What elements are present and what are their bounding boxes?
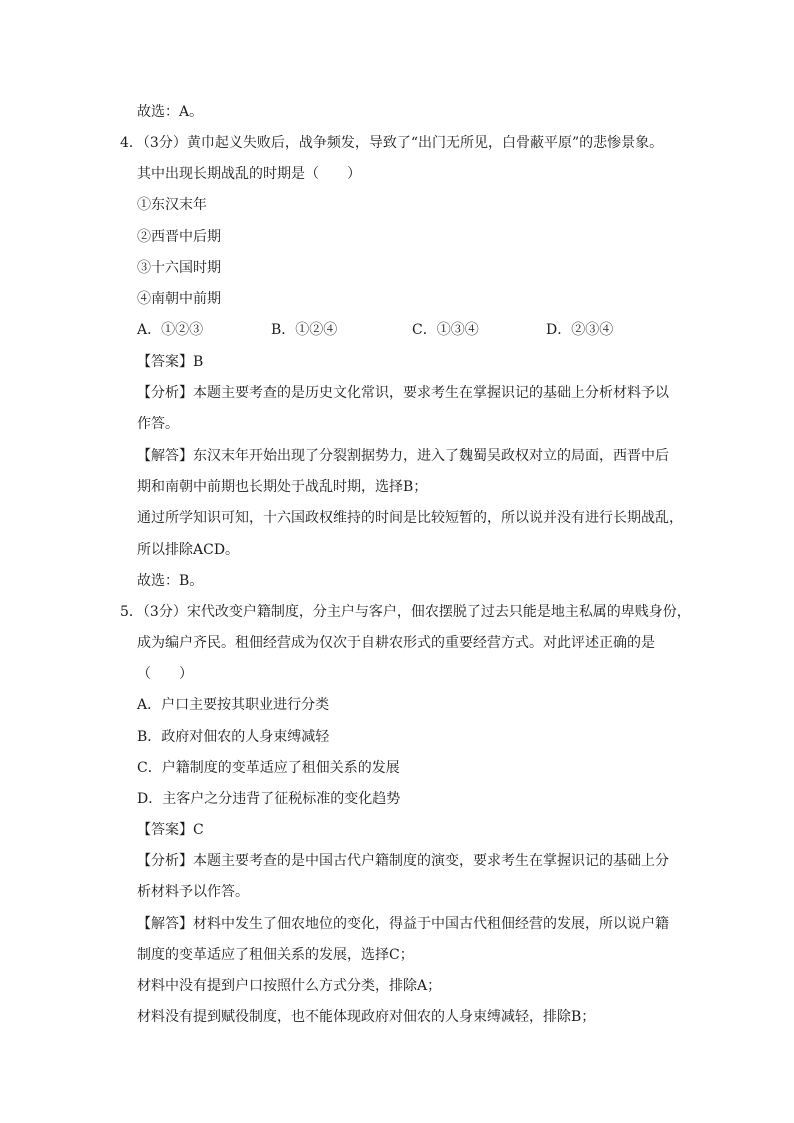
q4-analysis-line-2: 作答。	[137, 416, 179, 432]
q4-item-2: ②西晋中后期	[137, 229, 221, 245]
q4-option-a: A．①②③	[137, 322, 204, 338]
q5-option-c: C．户籍制度的变革适应了租佃关系的发展	[137, 760, 400, 776]
q4-conclusion: 故选：B。	[137, 573, 204, 589]
q5-analysis-line-1: 【分析】本题主要考查的是中国古代户籍制度的演变，要求考生在掌握识记的基础上分	[137, 853, 669, 869]
q4-answer: 【答案】B	[137, 354, 204, 370]
q4-option-c: C．①③④	[412, 322, 479, 338]
q5-option-b: B．政府对佃农的人身束缚减轻	[137, 729, 330, 745]
q4-option-d: D．②③④	[546, 322, 614, 338]
q4-option-b: B．①②④	[271, 322, 338, 338]
q5-stem-line-2: 成为编户齐民。租佃经营成为仅次于自耕农形式的重要经营方式。对此评述正确的是	[137, 635, 655, 651]
q4-item-3: ③十六国时期	[137, 260, 221, 276]
q4-solution-line-1: 【解答】东汉末年开始出现了分裂割据势力，进入了魏蜀吴政权对立的局面，西晋中后	[137, 448, 669, 464]
q5-stem-line-1: 5．（3分）宋代改变户籍制度，分主户与客户，佃农摆脱了过去只能是地主私属的卑贱身份，	[120, 604, 691, 620]
q5-solution-line-2: 制度的变革适应了租佃关系的发展，选择C；	[137, 947, 414, 963]
q5-solution-line-1: 【解答】材料中发生了佃农地位的变化，得益于中国古代租佃经营的发展，所以说户籍	[137, 916, 669, 932]
q5-analysis-line-2: 析材料予以作答。	[137, 884, 249, 900]
q5-stem-line-3: （ ）	[137, 666, 193, 682]
q5-solution-line-4: 材料没有提到赋役制度，也不能体现政府对佃农的人身束缚减轻，排除B；	[137, 1009, 596, 1025]
q5-answer: 【答案】C	[137, 822, 204, 838]
q4-stem-line-2: 其中出现长期战乱的时期是（ ）	[137, 166, 361, 182]
q4-solution-line-3: 通过所学知识可知，十六国政权维持的时间是比较短暂的，所以说并没有进行长期战乱，	[137, 510, 683, 526]
q5-option-a: A．户口主要按其职业进行分类	[137, 697, 330, 713]
q4-item-1: ①东汉末年	[137, 197, 207, 213]
q4-solution-line-4: 所以排除ACD。	[137, 542, 240, 558]
prev-conclusion: 故选：A。	[137, 104, 204, 120]
q5-option-d: D．主客户之分违背了征税标准的变化趋势	[137, 791, 401, 807]
q4-item-4: ④南朝中前期	[137, 291, 221, 307]
q4-solution-line-2: 期和南朝中前期也长期处于战乱时期，选择B；	[137, 479, 428, 495]
q4-stem-line-1: 4．（3分）黄巾起义失败后，战争频发，导致了“出门无所见，白骨蔽平原”的悲惨景象。	[120, 135, 664, 151]
q4-analysis-line-1: 【分析】本题主要考查的是历史文化常识，要求考生在掌握识记的基础上分析材料予以	[137, 385, 669, 401]
q5-solution-line-3: 材料中没有提到户口按照什么方式分类，排除A；	[137, 978, 442, 994]
